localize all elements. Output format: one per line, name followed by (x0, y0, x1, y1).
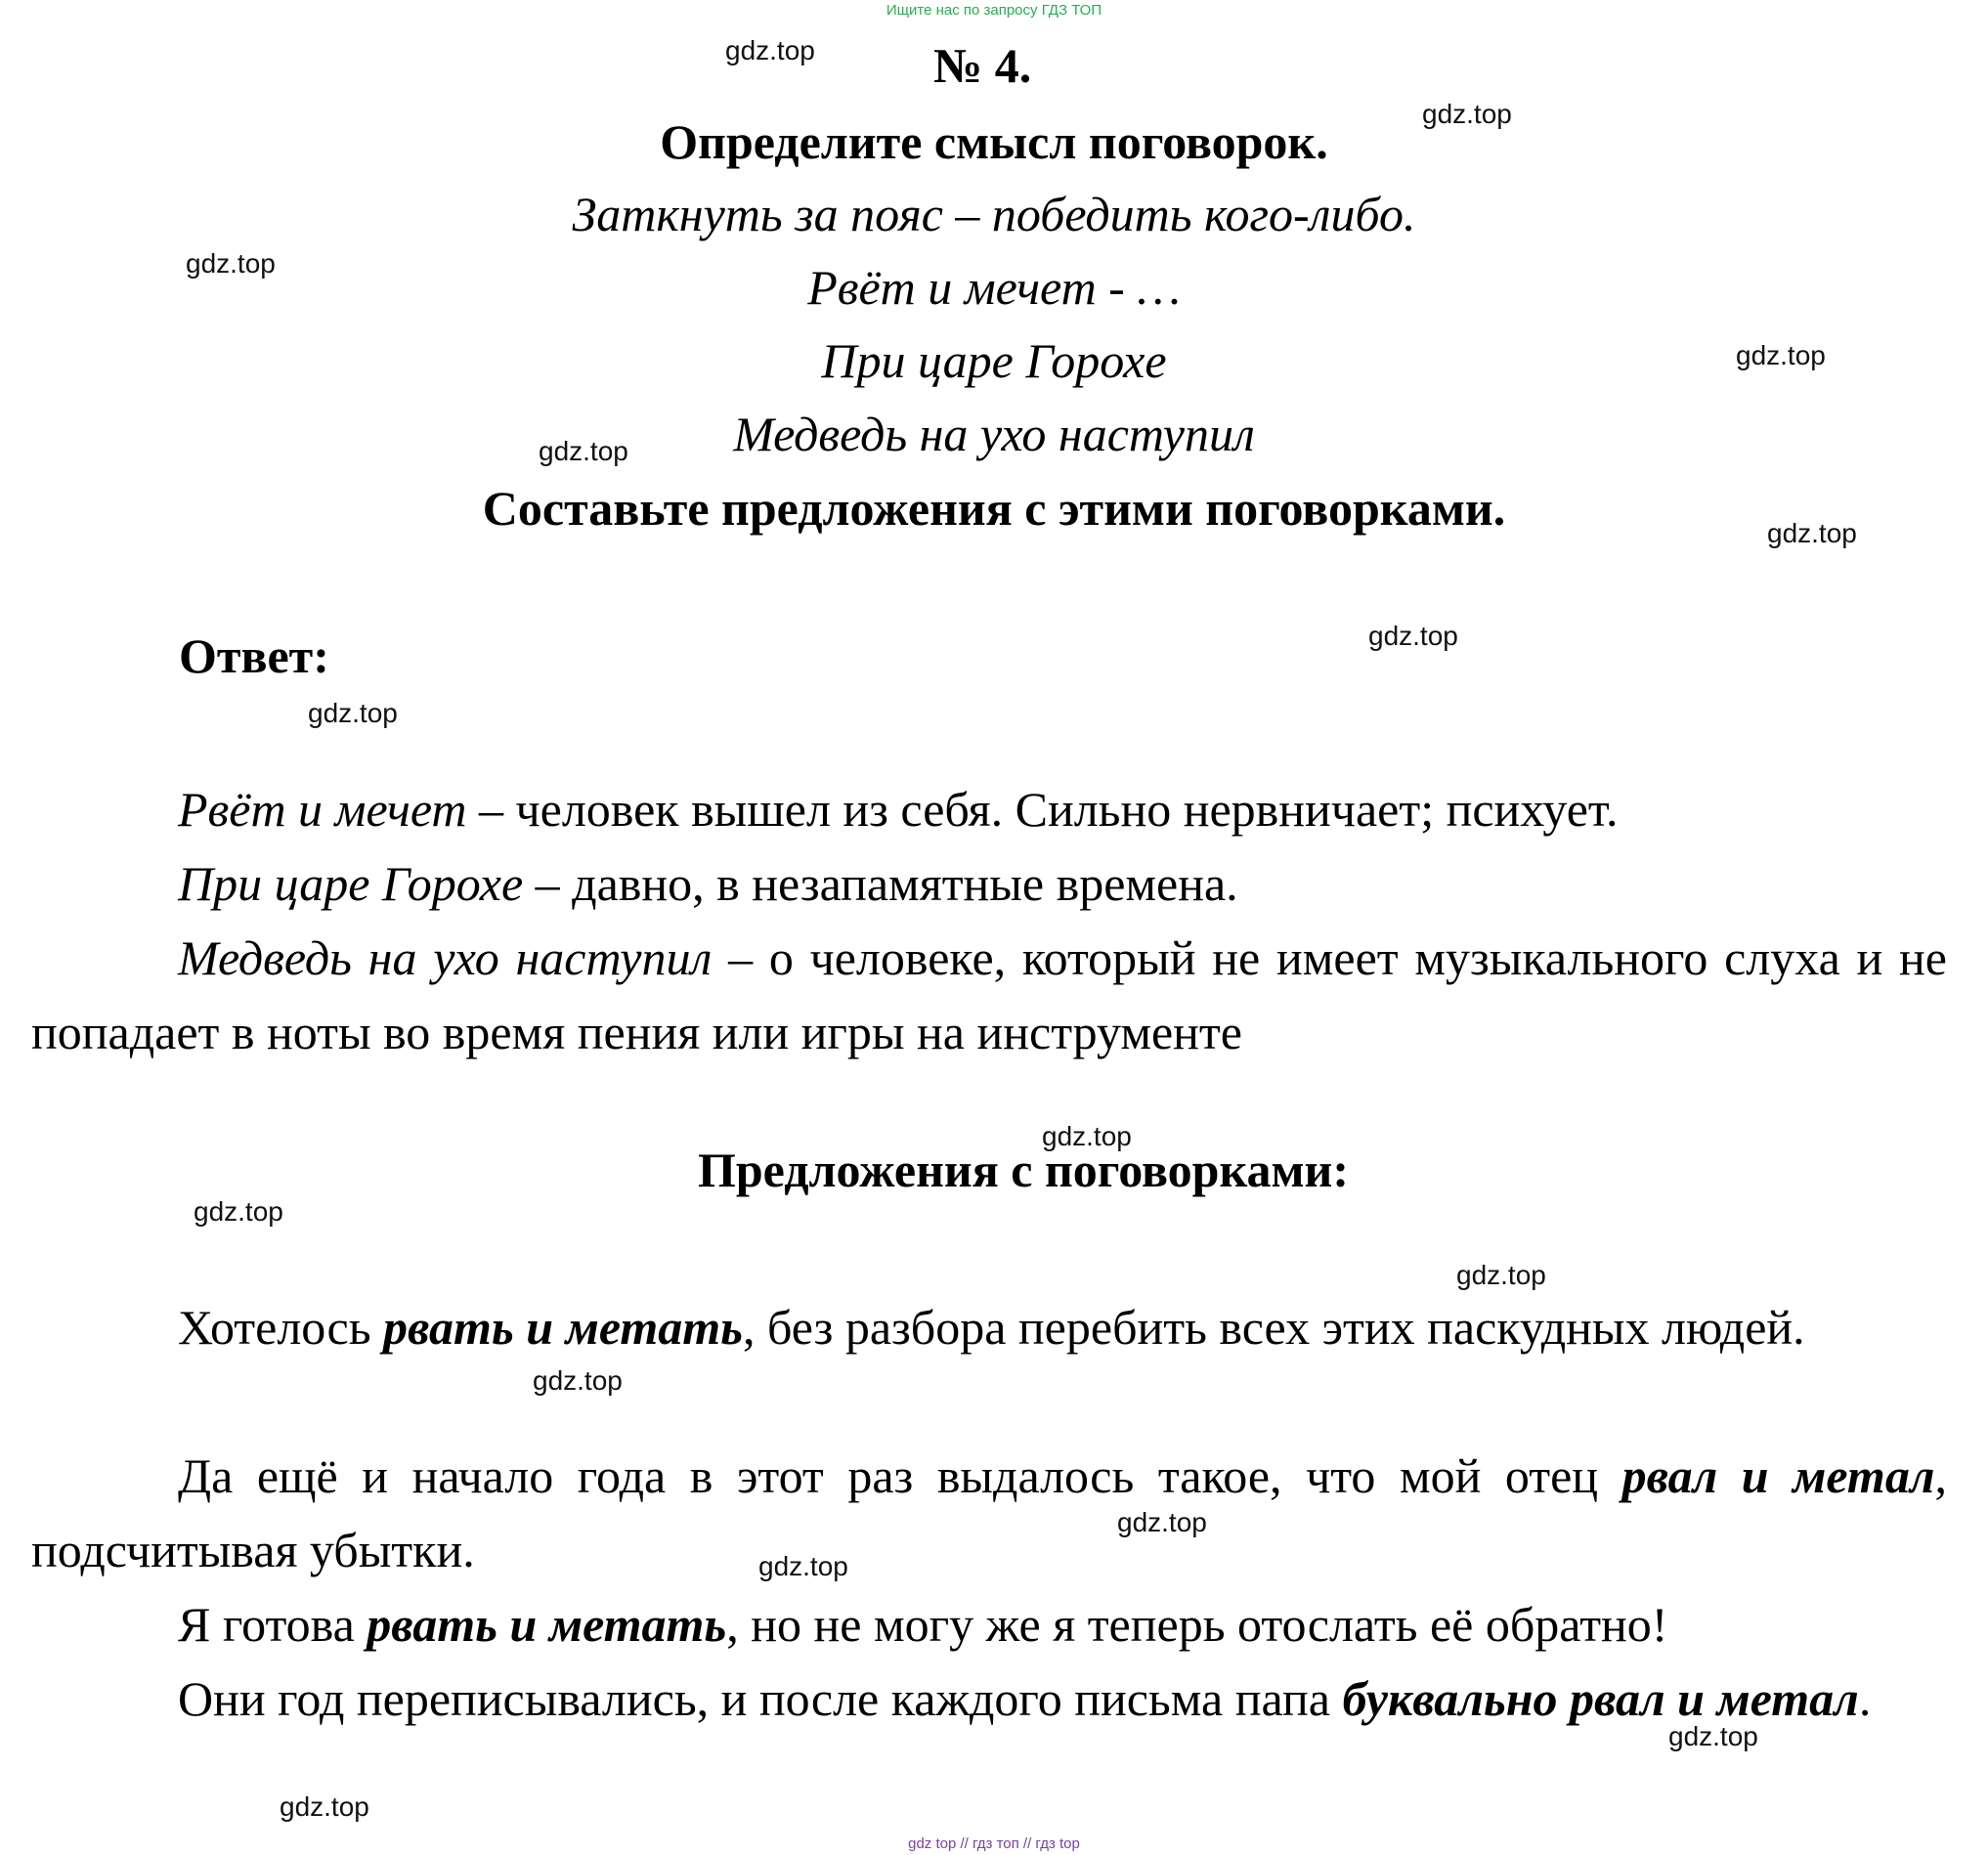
answer-label: Ответ: (179, 628, 329, 683)
sentences-title: Предложения с поговорками: (697, 1143, 1350, 1197)
idiom-highlight: рвал и метал (1621, 1448, 1935, 1503)
example-sentence (31, 1587, 1947, 1661)
example-sentence (31, 1290, 1947, 1364)
watermark: gdz.top (539, 436, 628, 466)
idiom-meaning: – давно, в незапамятные времена. (523, 856, 1238, 911)
watermark: gdz.top (1422, 99, 1512, 129)
watermark: gdz.top (758, 1551, 848, 1581)
sentence-start: Хотелось (178, 1300, 384, 1355)
watermark: gdz.top (308, 698, 398, 728)
idiom-meaning: – человек вышел из себя. Сильно нервничает; психует. (466, 782, 1619, 837)
idiom-phrase: При царе Горохе (178, 856, 524, 911)
watermark: gdz.top (1042, 1121, 1132, 1151)
sentence-start: Я готова (178, 1597, 367, 1652)
meaning-paragraph (178, 772, 1947, 846)
watermark: gdz.top (280, 1791, 369, 1822)
watermark: gdz.top (1368, 621, 1458, 651)
meaning-paragraph (178, 846, 1947, 921)
idiom-phrase: Медведь на ухо наступил (178, 930, 713, 985)
watermark: gdz.top (1117, 1507, 1207, 1537)
watermark: gdz.top (194, 1196, 283, 1227)
example-line: Рвёт и мечет - … (807, 260, 1181, 315)
idiom-highlight: рвать и метать (383, 1300, 744, 1355)
example-sentence (31, 1439, 1947, 1587)
watermark: gdz.top (1767, 518, 1857, 548)
idiom-meaning: – о человеке, который не имеет музыкального слуха и не попадает в ноты во время пения или игры на инструменте (31, 930, 1947, 1059)
watermark: gdz.top (725, 35, 815, 65)
idiom-phrase: Рвёт и мечет (178, 782, 467, 837)
example-line: При царе Горохе (821, 333, 1167, 388)
example-line: Медведь на ухо наступил (733, 407, 1255, 461)
watermark: gdz.top (186, 248, 276, 279)
meaning-paragraph (31, 921, 1947, 1069)
sentence-end: , подсчитывая убытки. (31, 1448, 1947, 1577)
idiom-highlight: рвать и метать (367, 1597, 727, 1652)
task-number: № 4. (933, 38, 1032, 93)
sentence-start: Они год переписывались, и после каждого письма папа (178, 1671, 1343, 1726)
example-line: Заткнуть за пояс – победить кого-либо. (572, 187, 1416, 241)
sentence-end: , но не могу же я теперь отослать её обратно! (726, 1597, 1668, 1652)
task-instruction: Определите смысл поговорок. (660, 114, 1328, 169)
top-search-note: Ищите нас по запросу ГДЗ ТОП (886, 2, 1102, 19)
sentence-end: . (1858, 1671, 1872, 1726)
watermark: gdz.top (533, 1365, 623, 1396)
bottom-note: gdz top // гдз топ // гдз top (908, 1835, 1080, 1852)
sentence-end: , без разбора перебить всех этих паскудных людей. (743, 1300, 1805, 1355)
task-instruction-2: Составьте предложения с этими поговорками. (482, 481, 1506, 536)
watermark: gdz.top (1456, 1260, 1546, 1290)
watermark: gdz.top (1668, 1721, 1758, 1751)
watermark: gdz.top (1736, 340, 1826, 370)
idiom-highlight: буквально рвал и метал (1342, 1671, 1859, 1726)
sentence-start: Да ещё и начало года в этот раз выдалось такое, что мой отец (178, 1448, 1622, 1503)
example-sentence (31, 1661, 1947, 1736)
